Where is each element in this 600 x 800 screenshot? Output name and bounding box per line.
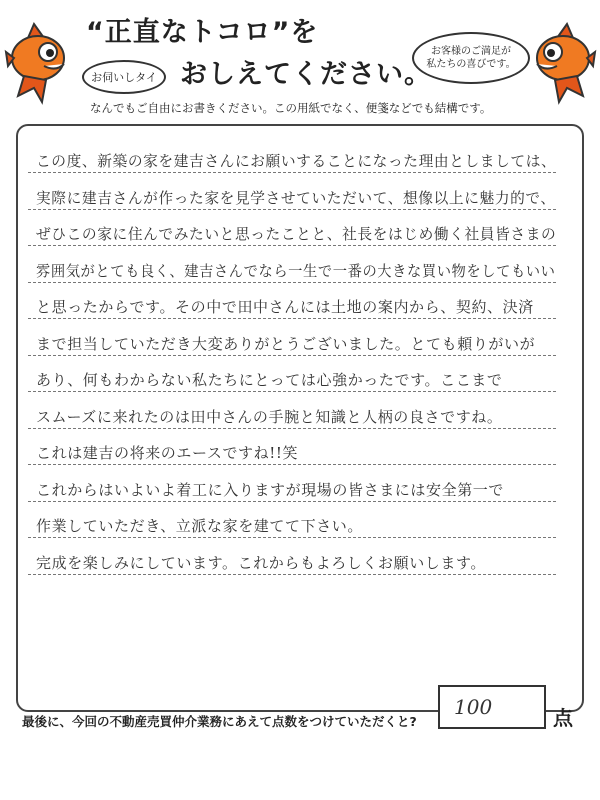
letter-line: 実際に建吉さんが作った家を見学させていただいて、想像以上に魅力的で、: [36, 188, 556, 207]
letter-line: あり、何もわからない私たちにとっては心強かったです。ここまで: [36, 371, 503, 389]
bubble-right-text-line1: お客様のご満足が: [430, 46, 511, 57]
bubble-right-text-line2: 私たちの喜びです。: [426, 59, 516, 70]
score-unit: 点: [553, 706, 573, 730]
letter-line: 完成を楽しみにしています。これからもよろしくお願いします。: [36, 553, 487, 572]
letter-line: 作業していただき、立派な家を建てて下さい。: [36, 517, 364, 535]
letter-line: と思ったからです。その中で田中さんには土地の案内から、契約、決済: [36, 298, 534, 316]
page-title-line2: おしえてください。: [180, 59, 432, 90]
fish-mascot-icon: [527, 18, 597, 110]
instruction-text: なんでもご自由にお書きください。この用紙でなく、便箋などでも結構です。: [90, 101, 492, 115]
bubble-left-text: お伺いしタイ: [91, 71, 157, 84]
letter-line: スムーズに来れたのは田中さんの手腕と知識と人柄の良さですね。: [36, 407, 503, 426]
score-box: [438, 685, 546, 729]
speech-bubble-left: [82, 60, 166, 94]
score-question: 最後に、今回の不動産売買仲介業務にあえて点数をつけていただくと?: [22, 714, 417, 729]
letter-line: これからはいよいよ着工に入りますが現場の皆さまには安全第一で: [36, 480, 505, 499]
letter-line: ぜひこの家に住んでみたいと思ったことと、社長をはじめ働く社員皆さまの: [36, 225, 557, 243]
page-title-line1: “正直なトコロ”を: [86, 17, 319, 48]
letter-line: 雰囲気がとても良く、建吉さんでなら一生で一番の大きな買い物をしてもいい: [36, 261, 556, 280]
letter-line: この度、新築の家を建吉さんにお願いすることになった理由としましては、: [36, 152, 557, 170]
letter-line: まで担当していただき大変ありがとうございました。とても頼りがいが: [36, 334, 536, 353]
letter-line: これは建吉の将来のエースですね!!笑: [36, 444, 299, 462]
score-value: 100: [454, 695, 493, 719]
fish-mascot-icon: [4, 18, 74, 110]
